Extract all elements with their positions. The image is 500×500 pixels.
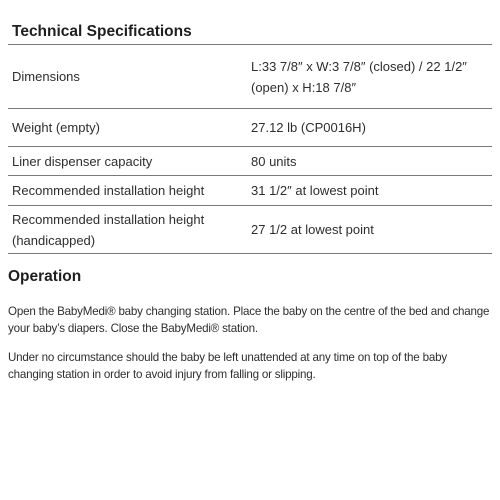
spec-value: 80 units: [251, 153, 297, 169]
technical-specifications-section: [8, 22, 492, 254]
spec-row-liner-capacity: [8, 147, 492, 176]
spec-value: 27.12 lb (CP0016H): [251, 120, 366, 135]
operation-title: Operation: [8, 268, 82, 285]
spec-row-installation-height-handicapped: [8, 206, 492, 254]
operation-paragraph: Open the BabyMedi® baby changing station. Place the baby on the centre of the bed and change your baby’s diapers. Close the BabyMedi® station.: [8, 305, 490, 335]
spec-label: Liner dispenser capacity: [12, 153, 153, 169]
spec-row-dimensions: [8, 45, 492, 109]
spec-value: L:33 7/8″ x W:3 7/8″ (closed) / 22 1/2″ (open) x H:18 7/8″: [251, 58, 467, 95]
spec-row-weight: [8, 109, 492, 147]
spec-value: 31 1/2″ at lowest point: [251, 183, 379, 198]
spec-label: Recommended installation height: [12, 183, 205, 198]
operation-section: [8, 265, 492, 395]
spec-value: 27 1/2 at lowest point: [251, 222, 374, 237]
specs-title: Technical Specifications: [8, 22, 492, 45]
spec-label: Dimensions: [12, 69, 80, 84]
spec-label: Weight (empty): [12, 120, 100, 135]
spec-row-installation-height: [8, 176, 492, 206]
spec-label: Recommended installation height (handicapped): [12, 211, 205, 248]
operation-paragraph: Under no circumstance should the baby be left unattended at any time on top of the baby changing station in order to avoid injury from falling or slipping.: [8, 351, 447, 381]
